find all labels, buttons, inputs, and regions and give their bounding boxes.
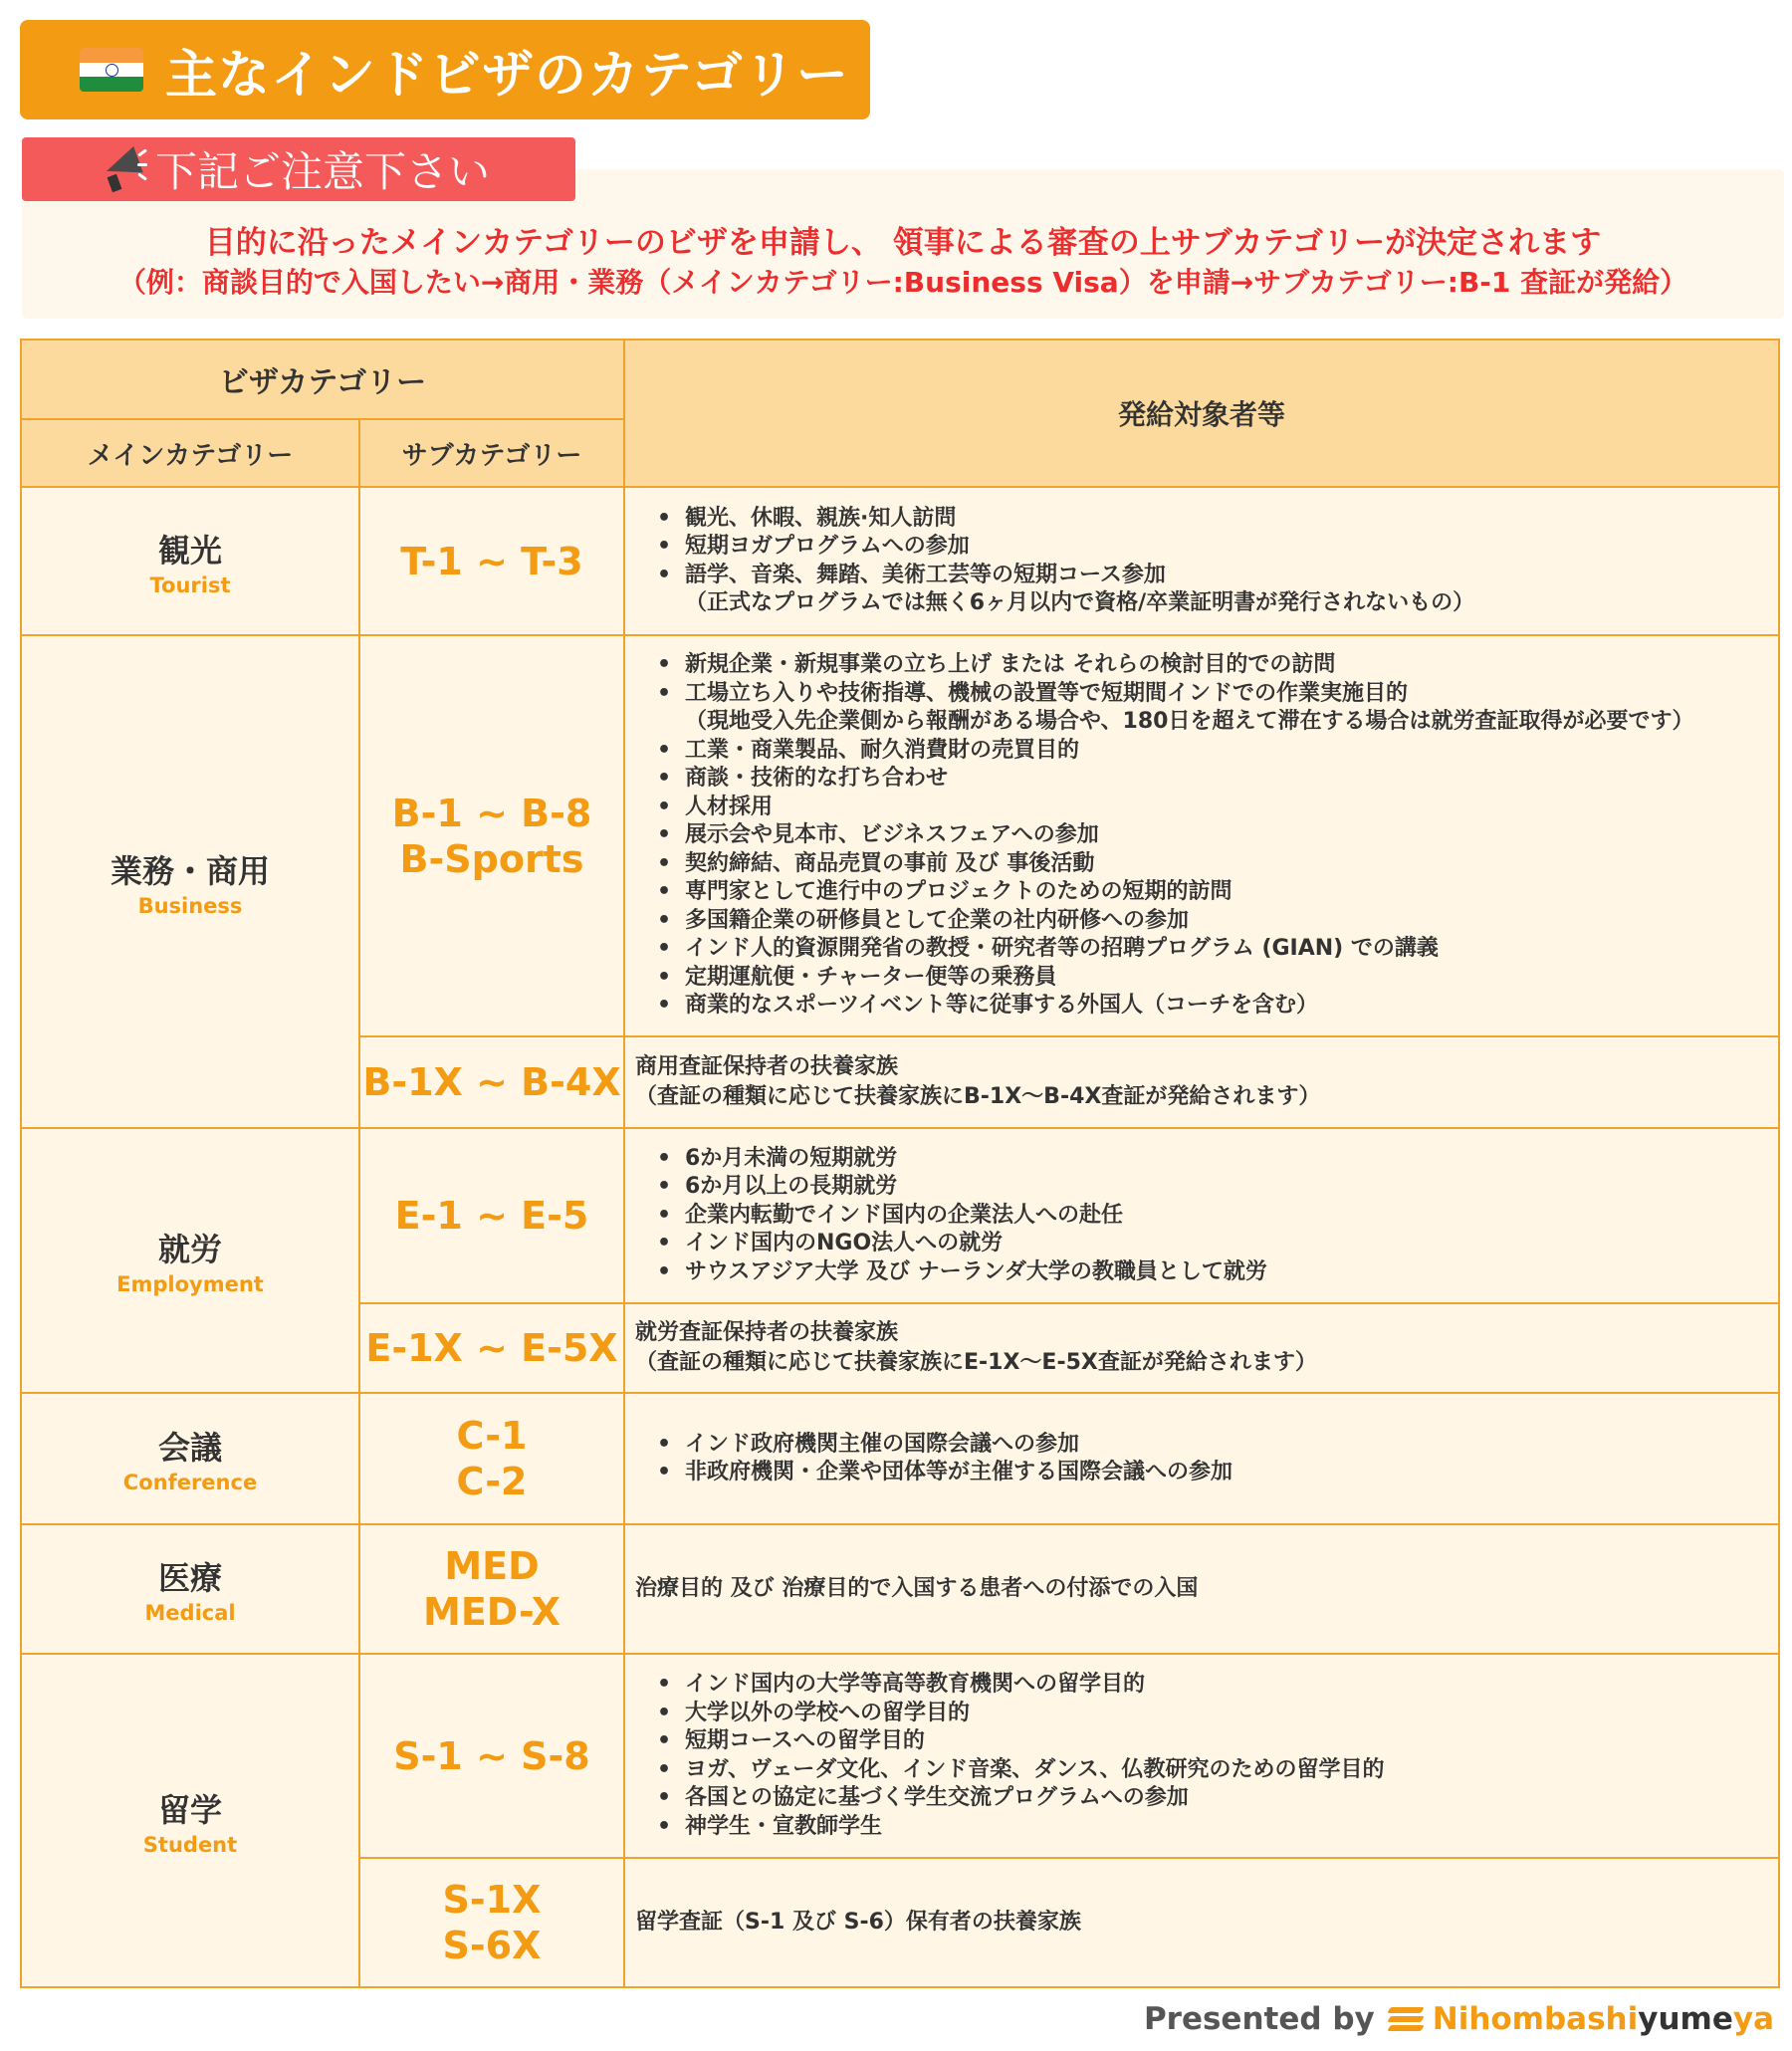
header-visa-category-label: ビザカテゴリー xyxy=(218,365,427,400)
target-bullet-item: • 工場立ち入りや技術指導、機械の設置等で短期間インドでの作業実施目的 xyxy=(645,680,1778,709)
header-sub-category xyxy=(358,418,625,488)
sub-category-code: B-1 ~ B-8 xyxy=(391,791,592,835)
target-bullet-item: • ヨガ、ヴェーダ文化、インド音楽、ダンス、仏教研究のための留学目的 xyxy=(645,1756,1778,1785)
sub-category-cell xyxy=(358,1392,625,1525)
sub-category-cell xyxy=(358,1302,625,1394)
main-category-cell xyxy=(20,1392,360,1525)
sub-category-code: S-1X xyxy=(442,1878,542,1922)
target-bullet-item: • 契約締結、商品売買の事前 及び 事後活動 xyxy=(645,850,1778,879)
target-bullet-item: • インド政府機関主催の国際会議への参加 xyxy=(645,1431,1778,1460)
target-bullet-list xyxy=(645,505,1778,618)
notice-line-2: （例：商談目的で入国したい→商用・業務（メインカテゴリー:Business Visa）を申請→サブカテゴリー:B-1 査証が発給） xyxy=(117,266,1688,299)
title-banner xyxy=(20,20,870,119)
target-bullet-item: • 企業内転勤でインド国内の企業法人への赴任 xyxy=(645,1202,1778,1231)
issue-target-cell xyxy=(623,1653,1780,1859)
brand-name-part-3: ya xyxy=(1732,2001,1774,2037)
sub-category-code: S-1 ~ S-8 xyxy=(393,1733,590,1778)
issue-target-cell xyxy=(623,1035,1780,1129)
sub-category-code: MED xyxy=(444,1544,540,1588)
target-text: 留学査証（S-1 及び S-6）保有者の扶養家族 xyxy=(635,1910,1081,1935)
issue-target-cell xyxy=(623,1523,1780,1655)
header-issue-target-label: 発給対象者等 xyxy=(1117,398,1285,431)
main-category-jp: 就労 xyxy=(157,1231,222,1268)
india-flag-icon xyxy=(80,48,143,92)
header-sub-category-label: サブカテゴリー xyxy=(401,440,582,471)
notice-label-text: 下記ご注意下さい xyxy=(155,147,491,196)
main-category-jp: 業務・商用 xyxy=(110,851,270,890)
main-category-jp: 会議 xyxy=(157,1429,222,1467)
issue-target-cell xyxy=(623,634,1780,1037)
nihombashiyumeya-logo-icon xyxy=(1389,2005,1423,2033)
issue-target-cell xyxy=(623,1392,1780,1525)
target-bullet-item: • 6か月未満の短期就労 xyxy=(645,1145,1778,1174)
target-bullet-item: • 商業的なスポーツイベント等に従事する外国人（コーチを含む） xyxy=(645,992,1778,1021)
issue-target-cell xyxy=(623,1857,1780,1988)
target-bullet-item: • インド国内の大学等高等教育機関への留学目的 xyxy=(645,1671,1778,1700)
target-text: 就労査証保持者の扶養家族 xyxy=(635,1320,899,1345)
target-bullet-item: • 語学、音楽、舞踏、美術工芸等の短期コース参加 xyxy=(645,562,1778,590)
sub-category-cell xyxy=(358,1653,625,1859)
sub-category-cell xyxy=(358,1857,625,1988)
sub-category-code: E-1X ~ E-5X xyxy=(365,1326,618,1370)
target-text: 商用査証保持者の扶養家族 xyxy=(635,1054,899,1079)
issue-target-cell xyxy=(623,486,1780,636)
target-bullet-item: • 大学以外の学校への留学目的 xyxy=(645,1700,1778,1728)
sub-category-code: T-1 ~ T-3 xyxy=(400,539,583,583)
main-category-en: Employment xyxy=(116,1272,264,1296)
target-bullet-item: • 定期運航便・チャーター便等の乗務員 xyxy=(645,964,1778,993)
target-note: （正式なプログラムでは無く6ヶ月以内で資格/卒業証明書が発行されないもの） xyxy=(685,590,1475,615)
page-title: 主なインドビザのカテゴリー xyxy=(165,45,849,106)
target-bullet-item: • 展示会や見本市、ビジネスフェアへの参加 xyxy=(645,821,1778,850)
brand-name-part-1: Nihombashi xyxy=(1432,2001,1639,2037)
main-category-en: Medical xyxy=(144,1601,236,1625)
target-bullet-list xyxy=(645,1431,1778,1487)
target-bullet-item: • 非政府機関・企業や団体等が主催する国際会議への参加 xyxy=(645,1459,1778,1487)
target-bullet-item: • 短期ヨガプログラムへの参加 xyxy=(645,533,1778,562)
notice-line-1: 目的に沿ったメインカテゴリーのビザを申請し、 領事による審査の上サブカテゴリーが決定されます xyxy=(204,225,1602,261)
sub-category-cell xyxy=(358,486,625,636)
header-main-category xyxy=(20,418,360,488)
sub-category-cell xyxy=(358,1127,625,1304)
header-main-category-label: メインカテゴリー xyxy=(87,440,294,471)
sub-category-code: B-Sports xyxy=(399,836,584,881)
notice-label xyxy=(22,137,575,201)
sub-category-code: C-2 xyxy=(456,1460,528,1503)
sub-category-code: B-1X ~ B-4X xyxy=(362,1060,621,1104)
target-bullet-list xyxy=(645,1145,1778,1287)
target-bullet-item: • 6か月以上の長期就労 xyxy=(645,1173,1778,1202)
sub-category-cell xyxy=(358,1523,625,1655)
footer xyxy=(1144,2001,1774,2037)
issue-target-cell xyxy=(623,1127,1780,1304)
target-bullet-item: • 専門家として進行中のプロジェクトのための短期的訪問 xyxy=(645,878,1778,907)
megaphone-icon xyxy=(96,145,147,193)
main-category-cell xyxy=(20,1127,360,1394)
sub-category-cell xyxy=(358,1035,625,1129)
main-category-cell xyxy=(20,634,360,1129)
target-bullet-item: • 神学生・宣教師学生 xyxy=(645,1813,1778,1842)
target-note: （査証の種類に応じて扶養家族にE-1X～E-5X査証が発給されます） xyxy=(635,1350,1317,1375)
main-category-jp: 観光 xyxy=(157,531,222,570)
target-bullet-item: • サウスアジア大学 及び ナーランダ大学の教職員として就労 xyxy=(645,1258,1778,1287)
main-category-en: Business xyxy=(137,893,243,918)
target-bullet-item: • インド人的資源開発省の教授・研究者等の招聘プログラム (GIAN) での講義 xyxy=(645,935,1778,964)
target-text: 治療目的 及び 治療目的で入国する患者への付添での入国 xyxy=(635,1576,1199,1601)
main-category-en: Conference xyxy=(122,1471,258,1494)
target-bullet-item: • 各国との協定に基づく学生交流プログラムへの参加 xyxy=(645,1784,1778,1813)
brand-name-part-2: yume xyxy=(1638,2001,1733,2037)
target-bullet-list xyxy=(645,651,1778,1021)
target-bullet-item: • 短期コースへの留学目的 xyxy=(645,1727,1778,1756)
main-category-jp: 医療 xyxy=(157,1559,222,1597)
main-category-en: Tourist xyxy=(149,572,231,597)
main-category-jp: 留学 xyxy=(157,1790,222,1829)
main-category-cell xyxy=(20,1523,360,1655)
sub-category-code: C-1 xyxy=(456,1414,528,1458)
target-bullet-item: • 人材採用 xyxy=(645,794,1778,822)
main-category-cell xyxy=(20,1653,360,1988)
target-bullet-item: • 多国籍企業の研修員として企業の社内研修への参加 xyxy=(645,907,1778,936)
header-issue-target xyxy=(623,339,1780,488)
main-category-en: Student xyxy=(142,1832,238,1857)
issue-target-cell xyxy=(623,1302,1780,1394)
sub-category-code: E-1 ~ E-5 xyxy=(394,1194,589,1238)
sub-category-code: S-6X xyxy=(442,1924,542,1967)
main-category-cell xyxy=(20,486,360,636)
header-visa-category xyxy=(20,339,625,420)
target-note: （現地受入先企業側から報酬がある場合や、180日を超えて滞在する場合は就労査証取得が必要です） xyxy=(685,709,1694,735)
target-bullet-item: • 新規企業・新規事業の立ち上げ または それらの検討目的での訪問 xyxy=(645,651,1778,680)
target-note: （査証の種類に応じて扶養家族にB-1X～B-4X査証が発給されます） xyxy=(635,1084,1321,1109)
target-bullet-item: • 商談・技術的な打ち合わせ xyxy=(645,765,1778,794)
target-bullet-item: • インド国内のNGO法人への就労 xyxy=(645,1230,1778,1258)
sub-category-code: MED-X xyxy=(423,1590,560,1634)
target-bullet-list xyxy=(645,1671,1778,1841)
target-bullet-item: • 観光、休暇、親族·知人訪問 xyxy=(645,505,1778,534)
target-bullet-item: • 工業・商業製品、耐久消費財の売買目的 xyxy=(645,737,1778,766)
presented-by-text: Presented by xyxy=(1143,2001,1375,2037)
sub-category-cell xyxy=(358,634,625,1037)
